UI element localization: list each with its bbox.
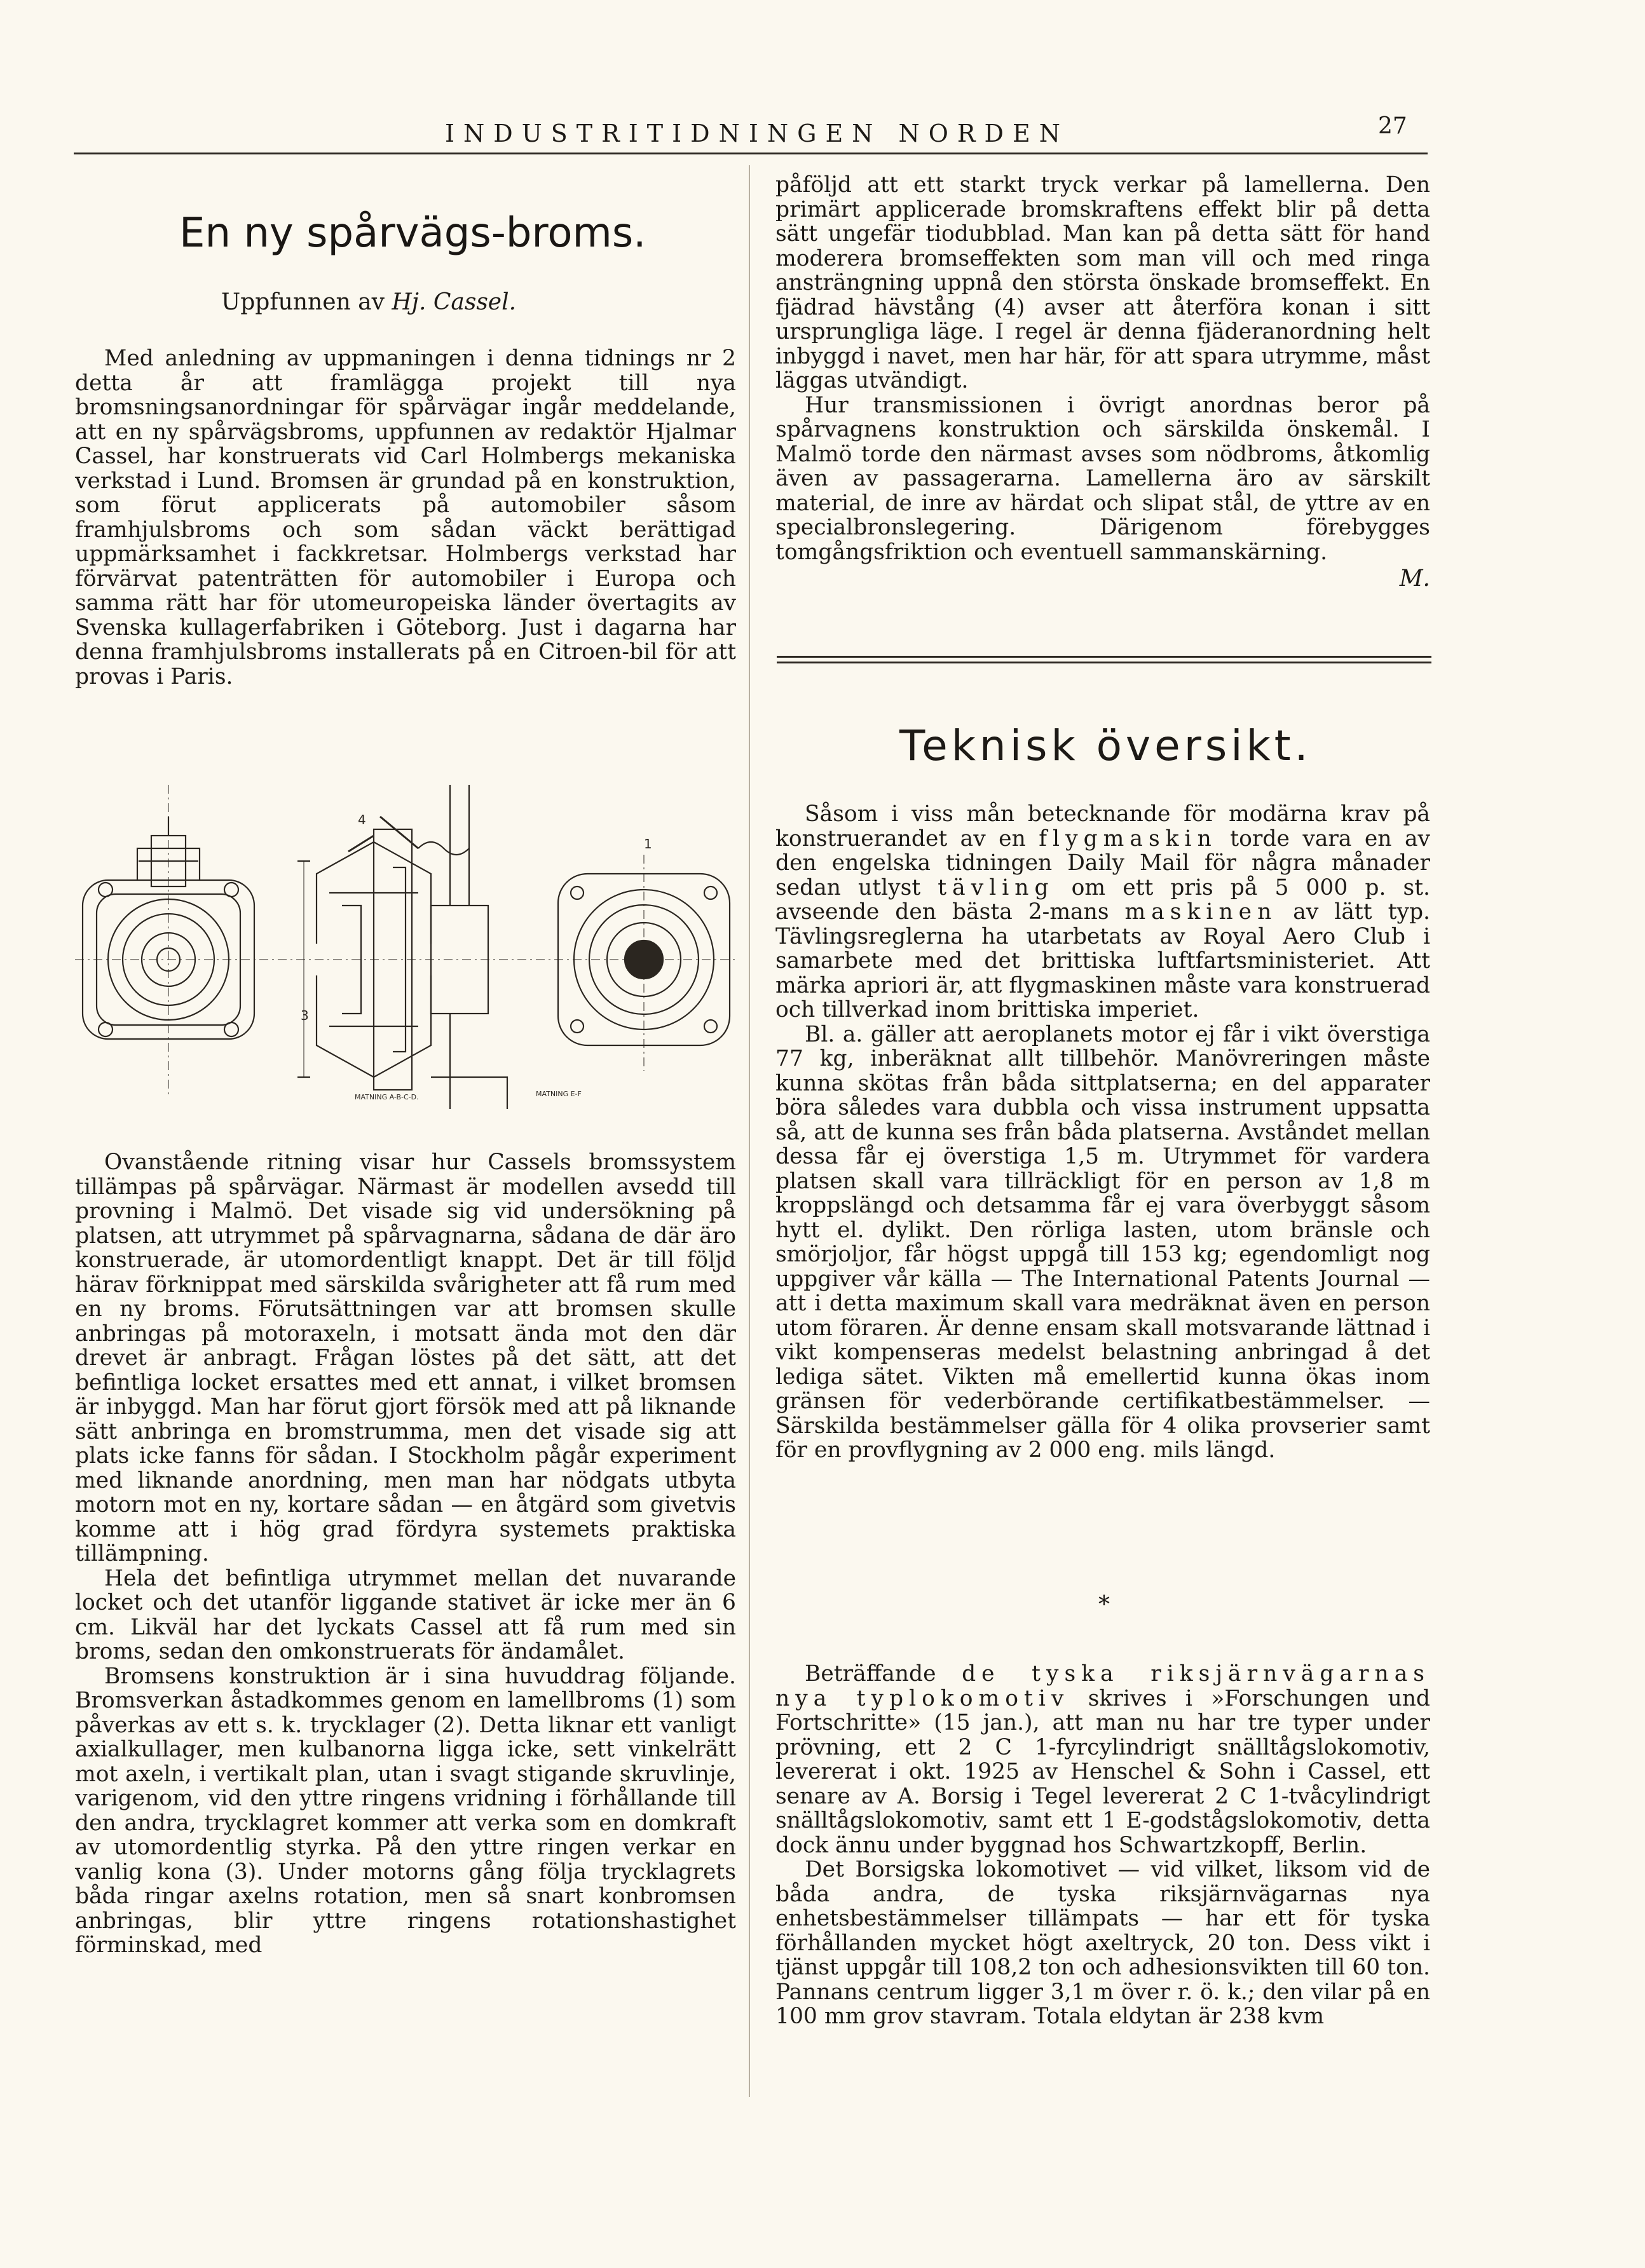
figure-label-left: MATNING A-B-C-D. <box>355 1093 419 1101</box>
article1-paragraph-4: Bromsens konstruktion är i sina huvuddrag följande. Bromsverkan åstadkommes genom en lamellbroms (1) som påverkas av ett s. k. trycklager (2). Detta liknar ett vanligt axialkullager, men kulbanorna ligga icke, sett vinkelrätt mot axeln, i vertikalt plan, utan i svagt stigande skruvlinje, varigenom, vid den yttre ringens vridning i förhållande till den andra, trycklagret kommer att verka som en domkraft av utomordentlig styrka. På den yttre ringen verkar en vanlig kona (3). Under motorns gång följa trycklagrets båda ringar axelns rotation, men så snart konbromsen anbringas, blir yttre ringens rotationshastighet förminskad, med <box>75 1663 736 1958</box>
article1-intro-column <box>75 346 736 689</box>
text-run: Såsom i viss mån betecknande för modärna krav på konstruerandet av en <box>775 801 1430 852</box>
section-divider-double <box>777 662 1431 663</box>
section-divider <box>777 656 1431 658</box>
article1-continued-p2: Hur transmissionen i övrigt anordnas beror på spårvagnens konstruktion och särskilda önskemål. I Malmö torde den närmast avses som nödbroms, åtkomlig även av passagerarna. Lamellerna äro av särskilt material, de inre av härdat och slipat stål, de yttre av en specialbronslegering. Därigenom förebygges tomgångsfriktion och eventuell sammanskärning. <box>775 392 1430 565</box>
emphasis-text: tävling <box>938 874 1055 900</box>
figure-number-4: 4 <box>358 812 366 827</box>
column-divider <box>749 165 750 2097</box>
article2-paragraph-3 <box>775 1662 1430 1857</box>
article1-continued-column <box>775 173 1430 592</box>
end-view-right <box>558 855 730 1071</box>
brake-technical-drawing <box>75 778 736 1115</box>
running-title: INDUSTRITIDNINGEN NORDEN <box>445 119 1069 147</box>
end-view-left <box>83 785 254 1096</box>
article2-paragraph-4: Det Borsigska lokomotivet — vid vilket, liksom vid de båda andra, de tyska riksjärnvägarnas nya enhetsbestämmelser tillämpats — har ett för tyska förhållanden mycket högt axeltryck, 20 ton. Dess vikt i tjänst uppgår till 108,2 ton och adhesionsvikten till 60 ton. Pannans centrum ligger 3,1 m över r. ö. k.; den vilar på en 100 mm grov stavram. Totala eldytan är 238 kvm <box>775 1857 1430 2029</box>
text-run: torde vara en av den engelska tidningen Daily Mail för några månader sedan utlyst <box>775 825 1431 900</box>
text-run: av lätt typ. Tävlingsreglerna ha utarbetats av Royal Aero Club i samarbete med det brittiska luftfartsministeriet. Att märka apriori är, att flygmaskinen måste vara konstruerad och tillverkad inom brittiska imperiet. <box>775 899 1431 1022</box>
figure-number-1: 1 <box>644 836 652 852</box>
article1-signature: M. <box>1399 566 1430 592</box>
emphasis-text: de tyska riksjärnvägarnas nya typlokomotiv <box>775 1661 1431 1711</box>
article-title: En ny spårvägs-broms. <box>179 210 646 257</box>
emphasis-text: flygmaskin <box>1039 825 1217 852</box>
article1-continued-p1: påföljd att ett starkt tryck verkar på lamellerna. Den primärt applicerade bromskraftens effekt blir på detta sätt ungefär tiodubblad. Man kan på detta sätt för hand moderera bromseffekten som man vill och med ringa ansträngning uppnå den största önskade bromseffekt. En fjädrad hävstång (4) avser att återföra konan i sitt ursprungliga läge. I regel är denna fjäderanordning helt inbyggd i navet, men har här, för att spara utrymme, måst läggas utvändigt. <box>775 172 1430 393</box>
figure-label-right: MATNING E-F <box>536 1090 582 1098</box>
byline <box>0 289 737 315</box>
section-title: Teknisk översikt. <box>899 721 1312 770</box>
header-rule <box>74 153 1428 154</box>
article2-lower-column <box>775 1662 1430 2029</box>
article1-intro-paragraph: Med anledning av uppmaningen i denna tidnings nr 2 detta år att framlägga projekt till nya bromsningsanordningar för spårvägar ingår meddelande, att en ny spårvägsbroms, uppfunnen av redaktör Hjalmar Cassel, har konstruerats vid Carl Holmbergs mekaniska verkstad i Lund. Bromsen är grundad på en konstruktion, som förut applicerats på automobiler såsom framhjulsbroms och som sådan väckt berättigad uppmärksamhet i fackkretsar. Holmbergs verkstad har förvärvat patenträtten för automobiler i Europa och samma rätt har för utomeuropeiska länder övertagits av Svenska kullagerfabriken i Göteborg. Just i dagarna har denna framhjulsbroms installerats på en Citroen-bil för att provas i Paris. <box>75 346 736 689</box>
article2-paragraph-1 <box>775 802 1430 1022</box>
text-run: skrives i »Forschungen und Fortschritte» (15 jan.), att man nu har tre typer under prövning, ett 2 C 1-fyrcylindrigt snälltågslokomotiv, levererat i okt. 1925 av Henschel & Sohn i Cassel, ett senare av A. Borsig i Tegel levererat 2 C 1-tvåcylindrigt snälltågslokomotiv, samt ett 1 E-godstågslokomotiv, detta dock ännu under byggnad hos Schwartzkopff, Berlin. <box>775 1685 1430 1858</box>
asterisk-separator: * <box>1098 1592 1110 1618</box>
page-number: 27 <box>1378 113 1407 139</box>
figure-number-3: 3 <box>301 1008 309 1023</box>
article1-lower-column <box>75 1150 736 1958</box>
byline-author: Hj. Cassel. <box>392 289 517 315</box>
byline-prefix: Uppfunnen av <box>221 289 385 315</box>
article1-paragraph-2: Ovanstående ritning visar hur Cassels bromssystem tillämpas på spårvägar. Närmast är modellen avsedd till provning i Malmö. Det visade sig vid undersökning på platsen, att utrymmet på spårvagnarna, sådana de där äro konstruerade, är utomordentligt knappt. Det är till följd härav förknippat med särskilda svårigheter att få rum med en ny broms. Förutsättningen var att bromsen skulle anbringas på motoraxeln, i motsatt ända mot den där drevet är anbragt. Frågan löstes på det sätt, att det befintliga locket ersattes med ett annat, i vilket bromsen är inbyggd. Man har förut gjort försök med att på liknande sätt anbringa en bromstrumma, men det visade sig att plats icke fanns för sådan. I Stockholm pågår experiment med liknande anordning, men man har nödgats utbyta motorn mot en ny, kortare sådan — en åtgärd som givetvis komme att i hög grad fördyra systemets praktiska tillämpning. <box>75 1150 736 1566</box>
article2-paragraph-2: Bl. a. gäller att aeroplanets motor ej får i vikt överstiga 77 kg, inberäknat allt tillbehör. Manövreringen måste kunna skötas från båda sittplatserna; en del apparater böra således vara dubbla och vissa instrument uppsatta så, att de kunna ses från båda platserna. Avståndet mellan dessa får ej överstiga 1,5 m. Utrymmet för vardera platsen skall vara tillräckligt för en person av 1,8 m kroppslängd och detsamma får ej vara överbyggt såsom hytt el. dylikt. Den rörliga lasten, utom bränsle och smörjoljor, får högst uppgå till 153 kg; egendomligt nog uppgiver vår källa — The International Patents Journal — att i detta maximum skall vara medräknat även en person utom föraren. Är denne ensam skall motsvarande lättnad i vikt kompenseras medelst belastning anbringad å det lediga sätet. Vikten må emellertid kunna ökas inom gränsen för vederbörande certifikatbestämmelser. — Särskilda bestämmelser gälla för 4 olika provserier samt för en provflygning av 2 000 eng. mils längd. <box>775 1021 1430 1463</box>
section-view-middle <box>297 785 507 1109</box>
article2-column <box>775 802 1430 1463</box>
emphasis-text: maskinen <box>1124 899 1278 925</box>
article1-paragraph-3: Hela det befintliga utrymmet mellan det nuvarande locket och det utanför liggande stativet är icke mer än 6 cm. Likväl har det lyckats Cassel att få rum med sin broms, sedan den omkonstruerats för ändamålet. <box>75 1565 736 1664</box>
text-run: om ett pris på 5 000 p. st. avseende den bästa 2-mans <box>775 874 1431 925</box>
text-run: Beträffande <box>805 1661 936 1687</box>
